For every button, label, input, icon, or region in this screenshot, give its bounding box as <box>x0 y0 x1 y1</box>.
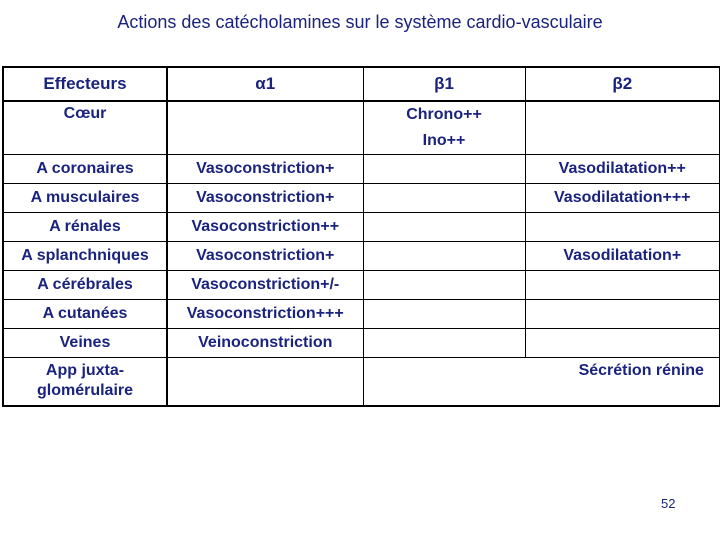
cell-alpha1: Vasoconstriction+/- <box>167 271 363 300</box>
table-row <box>3 155 720 184</box>
cell-beta2 <box>525 213 720 242</box>
cell-beta2: Vasodilatation+ <box>525 242 720 271</box>
header-beta2: β2 <box>525 67 720 101</box>
row-label: Cœur <box>3 101 167 155</box>
cell-beta2 <box>525 101 720 155</box>
table-row-coeur <box>3 101 720 155</box>
cell-beta1 <box>363 184 525 213</box>
table-row <box>3 213 720 242</box>
cell-beta1-line2: Ino++ <box>422 132 466 149</box>
cell-alpha1: Veinoconstriction <box>167 329 363 358</box>
cell-beta2 <box>525 329 720 358</box>
cell-beta1 <box>363 329 525 358</box>
row-label: A coronaires <box>3 155 167 184</box>
row-label: A rénales <box>3 213 167 242</box>
row-label: A splanchniques <box>3 242 167 271</box>
row-label: Veines <box>3 329 167 358</box>
row-label: A musculaires <box>3 184 167 213</box>
row-label-line1: App juxta- <box>45 362 125 379</box>
cell-alpha1: Vasoconstriction+ <box>167 242 363 271</box>
cell-beta2 <box>525 271 720 300</box>
table-row <box>3 271 720 300</box>
cell-beta1 <box>363 101 525 155</box>
cell-beta2 <box>525 300 720 329</box>
page-number: 52 <box>661 496 676 511</box>
row-label: A cérébrales <box>3 271 167 300</box>
cell-beta1 <box>363 271 525 300</box>
header-alpha1: α1 <box>167 67 363 101</box>
cell-beta1 <box>363 242 525 271</box>
header-beta1: β1 <box>363 67 525 101</box>
table-row <box>3 242 720 271</box>
cell-secretion-renine: Sécrétion rénine <box>363 358 720 406</box>
table-row <box>3 184 720 213</box>
table-header-row <box>3 67 720 101</box>
cell-beta1 <box>363 213 525 242</box>
cell-alpha1 <box>167 101 363 155</box>
table-row <box>3 329 720 358</box>
catecholamine-actions-table <box>2 66 720 407</box>
cell-beta1 <box>363 300 525 329</box>
header-effecteurs: Effecteurs <box>3 67 167 101</box>
cell-alpha1 <box>167 358 363 406</box>
cell-beta2: Vasodilatation+++ <box>525 184 720 213</box>
cell-beta1-line1: Chrono++ <box>406 106 482 123</box>
table-row <box>3 300 720 329</box>
row-label: A cutanées <box>3 300 167 329</box>
table-row-juxta <box>3 358 720 406</box>
cell-beta2: Vasodilatation++ <box>525 155 720 184</box>
row-label-line2: glomérulaire <box>36 382 134 399</box>
cell-beta1 <box>363 155 525 184</box>
cell-alpha1: Vasoconstriction+ <box>167 184 363 213</box>
cell-alpha1: Vasoconstriction+++ <box>167 300 363 329</box>
page-title: Actions des catécholamines sur le système cardio-vasculaire <box>117 12 603 32</box>
row-label <box>3 358 167 406</box>
cell-alpha1: Vasoconstriction+ <box>167 155 363 184</box>
cell-alpha1: Vasoconstriction++ <box>167 213 363 242</box>
